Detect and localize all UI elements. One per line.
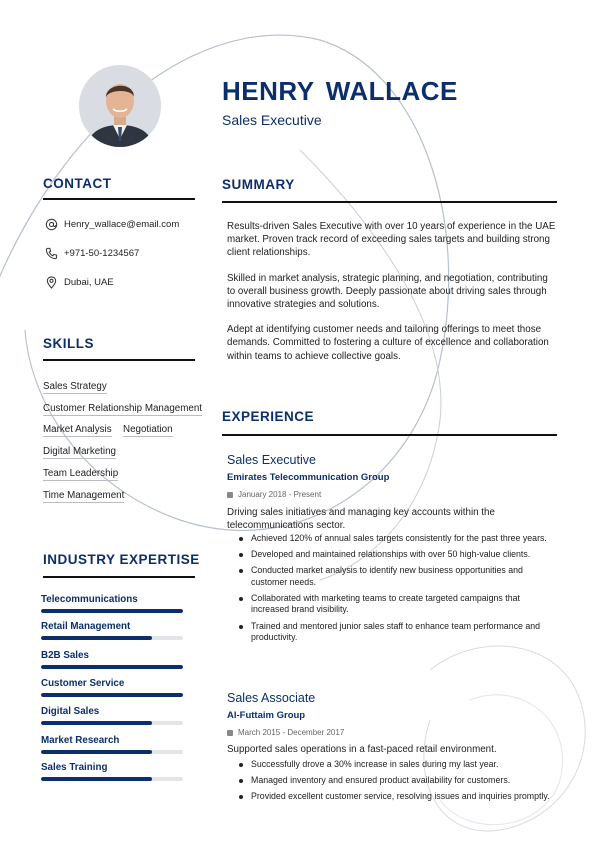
profile-photo — [79, 65, 161, 147]
bullet-item: Conducted market analysis to identify new business opportunities and customer needs. — [237, 565, 555, 588]
expertise-bar-fill — [41, 777, 152, 781]
expertise-bar-track — [41, 609, 183, 613]
contact-heading: CONTACT — [43, 176, 112, 191]
expertise-label: B2B Sales — [41, 650, 89, 661]
summary-paragraph: Adept at identifying customer needs and tailoring offerings to meet those demands. Committed to fostering a culture of excellence and collaboration within teams to achieve collective goals. — [227, 324, 549, 362]
location-pin-icon — [45, 276, 58, 289]
skill-tag: Customer Relationship Management — [43, 403, 203, 414]
expertise-item — [41, 735, 183, 754]
summary-text — [227, 220, 557, 375]
skill-tag: Negotiation — [123, 424, 173, 435]
expertise-bar-track — [41, 665, 183, 669]
expertise-label: Retail Management — [41, 621, 131, 632]
expertise-bar-fill — [41, 750, 152, 754]
expertise-bar-fill — [41, 665, 183, 669]
expertise-label: Sales Training — [41, 762, 108, 773]
experience-heading: EXPERIENCE — [222, 409, 315, 424]
job-dates-text: January 2018 - Present — [238, 490, 322, 499]
at-sign-icon — [45, 218, 58, 231]
job-company: Al-Futtaim Group — [227, 710, 306, 721]
job-dates-text: March 2015 - December 2017 — [238, 728, 345, 737]
phone-text: +971-50-1234567 — [64, 248, 140, 259]
expertise-bar-fill — [41, 693, 183, 697]
skill-tag: Time Management — [43, 490, 125, 501]
skill-tag: Market Analysis — [43, 424, 112, 435]
job-title-header: Sales Executive — [222, 112, 322, 128]
summary-heading: SUMMARY — [222, 177, 295, 192]
full-name: HENRY WALLACE — [222, 76, 458, 106]
summary-paragraph: Results-driven Sales Executive with over 10 years of experience in the UAE market. Proven track record of exceeding sales targets and building strong client relationships. — [227, 221, 556, 259]
job-description: Supported sales operations in a fast-paced retail environment. — [227, 744, 497, 755]
skill-tag: Sales Strategy — [43, 381, 107, 392]
job-title: Sales Executive — [227, 453, 316, 467]
expertise-label: Market Research — [41, 735, 120, 746]
experience-rule — [222, 434, 557, 436]
calendar-icon — [227, 730, 233, 736]
email-text: Henry_wallace@email.com — [64, 219, 180, 230]
expertise-bar-track — [41, 750, 183, 754]
bullet-item: Managed inventory and ensured product availability for customers. — [237, 775, 555, 787]
expertise-item — [41, 706, 183, 725]
bullet-item: Achieved 120% of annual sales targets consistently for the past three years. — [237, 533, 555, 545]
job-bullets — [237, 533, 555, 648]
job-bullets — [237, 759, 555, 807]
expertise-item — [41, 762, 183, 781]
location-text: Dubai, UAE — [64, 277, 114, 288]
skill-tag: Digital Marketing — [43, 446, 116, 457]
expertise-heading: INDUSTRY EXPERTISE — [43, 552, 200, 567]
job-description: Driving sales initiatives and managing key accounts within the telecommunications sector. — [227, 507, 495, 531]
bullet-item: Successfully drove a 30% increase in sales during my last year. — [237, 759, 555, 771]
contact-email[interactable] — [45, 218, 179, 231]
bullet-item: Developed and maintained relationships with over 50 high-value clients. — [237, 549, 555, 561]
job-title: Sales Associate — [227, 691, 316, 705]
skills-rule — [43, 359, 195, 361]
expertise-bar-track — [41, 777, 183, 781]
expertise-label: Customer Service — [41, 678, 125, 689]
bullet-item: Trained and mentored junior sales staff to enhance team performance and productivity. — [237, 621, 555, 644]
contact-rule — [43, 198, 195, 200]
expertise-bar-track — [41, 721, 183, 725]
bullet-item: Provided excellent customer service, resolving issues and inquiries promptly. — [237, 791, 555, 803]
expertise-label: Telecommunications — [41, 594, 138, 605]
summary-paragraph: Skilled in market analysis, strategic planning, and negotiation, contributing to overall business growth. Deeply passionate about driving sales through innovative strategies and solutions. — [227, 272, 548, 311]
job-company: Emirates Telecommunication Group — [227, 472, 390, 483]
expertise-bar-track — [41, 693, 183, 697]
expertise-bar-fill — [41, 721, 152, 725]
expertise-item — [41, 594, 183, 613]
expertise-bar-fill — [41, 636, 152, 640]
skills-heading: SKILLS — [43, 336, 95, 351]
skill-tag: Team Leadership — [43, 468, 119, 479]
expertise-label: Digital Sales — [41, 706, 100, 717]
contact-phone[interactable] — [45, 247, 139, 260]
contact-location — [45, 276, 114, 289]
job-dates — [227, 728, 344, 737]
expertise-item — [41, 650, 183, 669]
phone-icon — [45, 247, 58, 260]
calendar-icon — [227, 492, 233, 498]
expertise-rule — [43, 576, 195, 578]
summary-rule — [222, 201, 557, 203]
expertise-item — [41, 678, 183, 697]
expertise-item — [41, 621, 183, 640]
job-dates — [227, 490, 321, 499]
expertise-bar-track — [41, 636, 183, 640]
bullet-item: Collaborated with marketing teams to create targeted campaigns that increased brand visibility. — [237, 593, 555, 616]
expertise-bar-fill — [41, 609, 183, 613]
